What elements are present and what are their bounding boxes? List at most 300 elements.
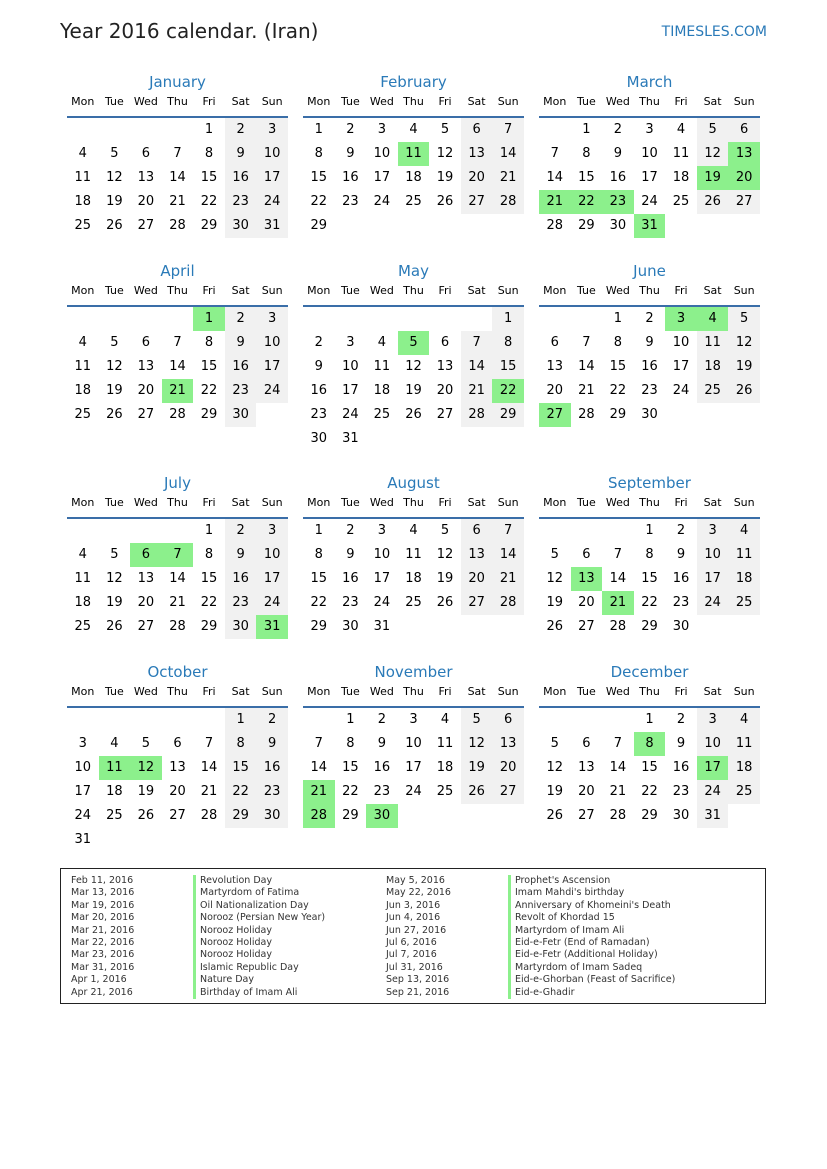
week-row (67, 142, 288, 166)
empty-day-cell (335, 214, 367, 238)
day-cell: 7 (613, 547, 623, 562)
week-row (67, 403, 288, 427)
day-cell: 4 (110, 736, 119, 751)
day-cell: 17 (256, 567, 288, 591)
weekday-label: Tue (104, 496, 124, 509)
holiday-date: Mar 21, 2016 (71, 924, 135, 936)
week-row (303, 732, 524, 756)
day-cell: 19 (137, 784, 155, 799)
day-cell: 7 (173, 335, 182, 350)
week-row (303, 567, 524, 591)
day-cell: 30 (310, 431, 328, 446)
day-cell: 6 (130, 543, 162, 567)
day-cell: 12 (106, 359, 123, 374)
day-cell: 18 (74, 595, 92, 610)
weekday-label: Sat (231, 496, 250, 509)
day-cell: 12 (130, 756, 162, 780)
day-cell: 3 (665, 307, 697, 331)
day-cell: 12 (546, 571, 564, 586)
empty-day-cell (99, 708, 131, 732)
day-cell: 11 (74, 571, 92, 586)
day-cell: 3 (645, 122, 654, 137)
weekday-label: Fri (202, 685, 216, 698)
day-cell: 25 (373, 407, 391, 422)
day-cell: 21 (609, 784, 627, 799)
day-cell: 30 (225, 403, 257, 427)
day-cell: 28 (492, 190, 524, 214)
day-cell: 8 (204, 547, 214, 562)
day-cell: 20 (461, 166, 493, 190)
weekday-label: Mon (307, 685, 331, 698)
weekday-label: Tue (576, 685, 596, 698)
weekday-header (539, 495, 760, 519)
empty-day-cell (728, 615, 760, 639)
day-cell: 22 (200, 383, 218, 398)
weekday-label: Mon (71, 284, 95, 297)
day-cell: 2 (346, 523, 355, 538)
empty-day-cell (571, 708, 603, 732)
day-cell: 13 (461, 543, 493, 567)
day-cell: 24 (74, 808, 92, 823)
day-cell: 30 (225, 214, 257, 238)
day-cell: 16 (609, 170, 627, 185)
day-cell: 9 (645, 335, 654, 350)
holiday-entry (386, 987, 686, 999)
holiday-date: May 22, 2016 (386, 887, 451, 899)
weekday-label: Wed (369, 95, 394, 108)
day-cell: 27 (539, 403, 571, 427)
week-row (303, 519, 524, 543)
weekday-header (67, 94, 288, 118)
month-title: July (164, 474, 191, 492)
day-cell: 7 (173, 146, 182, 161)
weekday-label: Thu (639, 95, 660, 108)
weekday-label: Mon (71, 685, 95, 698)
day-cell: 12 (546, 760, 564, 775)
day-cell: 12 (106, 170, 123, 185)
month-october (67, 662, 288, 852)
day-cell: 21 (602, 591, 634, 615)
day-cell: 27 (436, 407, 454, 422)
day-cell: 5 (550, 736, 559, 751)
holiday-entry (386, 875, 686, 887)
day-cell: 2 (377, 712, 387, 727)
weekday-label: Wed (605, 284, 630, 297)
empty-day-cell (728, 403, 760, 427)
weekday-label: Thu (403, 95, 424, 108)
day-cell: 8 (225, 732, 257, 756)
weekday-header (539, 283, 760, 307)
empty-day-cell (398, 427, 430, 451)
day-cell: 11 (398, 142, 430, 166)
week-row (539, 142, 760, 166)
week-row (67, 615, 288, 639)
day-cell: 25 (74, 218, 92, 233)
day-cell: 31 (74, 832, 92, 847)
day-cell: 26 (106, 218, 123, 233)
holiday-name: Martyrdom of Imam Ali (508, 925, 624, 937)
day-cell: 11 (74, 359, 92, 374)
day-cell: 20 (546, 383, 564, 398)
week-row (67, 780, 288, 804)
holiday-entry (71, 949, 371, 961)
day-cell: 11 (99, 756, 131, 780)
day-cell: 27 (728, 190, 760, 214)
month-title: April (160, 262, 195, 280)
day-cell: 17 (74, 784, 92, 799)
holiday-name: Prophet's Ascension (508, 875, 610, 887)
day-cell: 29 (578, 218, 595, 233)
weekday-label: Thu (167, 95, 188, 108)
weekday-label: Wed (369, 685, 394, 698)
weekday-label: Thu (639, 284, 660, 297)
day-cell: 7 (582, 335, 591, 350)
day-cell: 23 (225, 190, 257, 214)
weekday-header (303, 495, 524, 519)
day-cell: 9 (377, 736, 387, 751)
holiday-entry (71, 925, 371, 937)
day-cell: 16 (225, 355, 257, 379)
weekday-label: Tue (104, 685, 124, 698)
week-row (303, 190, 524, 214)
empty-day-cell (665, 214, 697, 238)
day-cell: 20 (728, 166, 760, 190)
holiday-entry (386, 925, 686, 937)
day-cell: 11 (672, 146, 690, 161)
day-cell: 24 (405, 784, 422, 799)
weekday-label: Sat (467, 496, 486, 509)
week-row (539, 732, 760, 756)
holiday-name: Nature Day (193, 974, 254, 986)
day-cell: 2 (676, 712, 686, 727)
day-cell: 28 (609, 619, 627, 634)
day-cell: 19 (436, 170, 454, 185)
day-cell: 17 (697, 756, 729, 780)
week-row (539, 780, 760, 804)
day-cell: 26 (697, 190, 729, 214)
day-cell: 5 (398, 331, 430, 355)
site-link[interactable]: TIMESLES.COM (661, 24, 767, 40)
day-cell: 20 (137, 194, 155, 209)
month-april (67, 261, 288, 427)
day-cell: 6 (492, 708, 524, 732)
day-cell: 15 (200, 571, 218, 586)
weekday-label: Thu (403, 284, 424, 297)
weekday-header (303, 684, 524, 708)
day-cell: 13 (137, 359, 155, 374)
day-cell: 5 (728, 307, 760, 331)
empty-day-cell (429, 214, 461, 238)
holiday-entry (71, 987, 371, 999)
holiday-entry (71, 912, 371, 924)
day-cell: 27 (137, 619, 155, 634)
day-cell: 1 (314, 523, 323, 538)
week-row (303, 307, 524, 331)
day-cell: 18 (405, 170, 422, 185)
day-cell: 25 (728, 780, 760, 804)
day-cell: 10 (373, 547, 391, 562)
day-cell: 8 (314, 547, 323, 562)
week-row (303, 708, 524, 732)
empty-day-cell (728, 214, 760, 238)
day-cell: 14 (492, 142, 524, 166)
weekday-header (67, 495, 288, 519)
weekday-label: Sun (733, 284, 755, 297)
empty-day-cell (256, 828, 288, 852)
day-cell: 19 (405, 383, 422, 398)
day-cell: 17 (256, 166, 288, 190)
day-cell: 12 (436, 547, 454, 562)
weekday-label: Tue (576, 284, 596, 297)
weekday-label: Thu (167, 496, 188, 509)
month-december (539, 662, 760, 828)
day-cell: 13 (137, 170, 155, 185)
day-cell: 11 (697, 331, 729, 355)
day-cell: 15 (200, 170, 218, 185)
weekday-label: Wed (133, 284, 158, 297)
weekday-header (303, 94, 524, 118)
day-cell: 7 (461, 331, 493, 355)
day-cell: 18 (106, 784, 123, 799)
day-cell: 23 (672, 784, 690, 799)
day-cell: 18 (373, 383, 391, 398)
day-cell: 24 (256, 591, 288, 615)
day-cell: 26 (106, 407, 123, 422)
week-row (539, 519, 760, 543)
month-title: November (374, 663, 453, 681)
day-cell: 21 (169, 595, 186, 610)
week-row (67, 756, 288, 780)
day-cell: 10 (256, 331, 288, 355)
week-row (303, 615, 524, 639)
week-row (67, 190, 288, 214)
day-cell: 13 (728, 142, 760, 166)
holiday-name: Imam Mahdi's birthday (508, 887, 624, 899)
day-cell: 27 (492, 780, 524, 804)
day-cell: 19 (461, 756, 493, 780)
day-cell: 19 (697, 166, 729, 190)
empty-day-cell (225, 828, 257, 852)
holiday-name: Martyrdom of Fatima (193, 887, 299, 899)
day-cell: 22 (641, 784, 658, 799)
day-cell: 5 (440, 523, 450, 538)
day-cell: 16 (373, 760, 391, 775)
day-cell: 9 (613, 146, 623, 161)
day-cell: 10 (74, 760, 92, 775)
weekday-label: Tue (576, 496, 596, 509)
day-cell: 24 (697, 591, 729, 615)
day-cell: 10 (405, 736, 422, 751)
empty-day-cell (366, 307, 398, 331)
empty-day-cell (429, 615, 461, 639)
holiday-name: Birthday of Imam Ali (193, 987, 297, 999)
day-cell: 20 (137, 383, 155, 398)
day-cell: 2 (225, 307, 257, 331)
week-row (539, 615, 760, 639)
day-cell: 1 (613, 311, 623, 326)
day-cell: 13 (169, 760, 186, 775)
day-cell: 18 (74, 383, 92, 398)
day-cell: 26 (106, 619, 123, 634)
holiday-date: Mar 13, 2016 (71, 887, 135, 899)
holiday-entry (386, 949, 686, 961)
day-cell: 23 (373, 784, 391, 799)
day-cell: 5 (550, 547, 559, 562)
day-cell: 24 (373, 595, 391, 610)
weekday-label: Wed (605, 685, 630, 698)
day-cell: 29 (310, 218, 328, 233)
day-cell: 8 (346, 736, 355, 751)
empty-day-cell (697, 403, 729, 427)
day-cell: 8 (634, 732, 666, 756)
weekday-label: Fri (674, 685, 688, 698)
day-cell: 5 (697, 118, 729, 142)
day-cell: 25 (697, 379, 729, 403)
day-cell: 3 (409, 712, 418, 727)
holiday-date: Sep 21, 2016 (386, 986, 450, 998)
weekday-label: Sun (497, 95, 519, 108)
day-cell: 6 (728, 118, 760, 142)
week-row (539, 756, 760, 780)
day-cell: 17 (641, 170, 658, 185)
day-cell: 15 (492, 355, 524, 379)
day-cell: 15 (342, 760, 359, 775)
day-cell: 9 (225, 142, 257, 166)
day-cell: 20 (169, 784, 186, 799)
day-cell: 27 (169, 808, 186, 823)
empty-day-cell (99, 307, 131, 331)
holiday-name: Eid-e-Fetr (Additional Holiday) (508, 949, 658, 961)
week-row (539, 118, 760, 142)
day-cell: 12 (436, 146, 454, 161)
day-cell: 5 (141, 736, 151, 751)
holiday-list (60, 868, 766, 1004)
weekday-label: Sun (733, 496, 755, 509)
day-cell: 28 (492, 591, 524, 615)
empty-day-cell (429, 427, 461, 451)
day-cell: 26 (436, 595, 454, 610)
weekday-label: Wed (133, 496, 158, 509)
weekday-label: Thu (167, 284, 188, 297)
day-cell: 9 (256, 732, 288, 756)
weekday-label: Thu (639, 496, 660, 509)
holiday-entry (386, 887, 686, 899)
day-cell: 13 (461, 142, 493, 166)
empty-day-cell (193, 828, 225, 852)
week-row (539, 331, 760, 355)
weekday-label: Fri (674, 496, 688, 509)
day-cell: 22 (225, 780, 257, 804)
day-cell: 4 (440, 712, 450, 727)
day-cell: 19 (106, 194, 123, 209)
holiday-name: Eid-e-Ghorban (Feast of Sacrifice) (508, 974, 675, 986)
weekday-label: Thu (639, 685, 660, 698)
empty-day-cell (162, 307, 194, 331)
day-cell: 19 (106, 383, 123, 398)
day-cell: 26 (436, 194, 454, 209)
day-cell: 21 (169, 194, 186, 209)
page-title: Year 2016 calendar. (Iran) (60, 19, 319, 43)
day-cell: 25 (405, 595, 422, 610)
day-cell: 17 (373, 170, 391, 185)
day-cell: 13 (436, 359, 454, 374)
day-cell: 10 (256, 543, 288, 567)
day-cell: 22 (310, 595, 328, 610)
day-cell: 19 (728, 355, 760, 379)
day-cell: 20 (578, 784, 595, 799)
day-cell: 19 (546, 595, 564, 610)
holiday-name: Anniversary of Khomeini's Death (508, 900, 671, 912)
day-cell: 22 (609, 383, 627, 398)
day-cell: 18 (405, 571, 422, 586)
weekday-label: Sun (261, 284, 283, 297)
day-cell: 1 (314, 122, 323, 137)
empty-day-cell (461, 615, 493, 639)
day-cell: 16 (342, 170, 359, 185)
empty-day-cell (539, 307, 571, 331)
empty-day-cell (398, 804, 430, 828)
empty-day-cell (256, 403, 288, 427)
weekday-label: Mon (543, 95, 567, 108)
day-cell: 24 (672, 383, 690, 398)
day-cell: 29 (200, 218, 218, 233)
weekday-label: Mon (307, 496, 331, 509)
weekday-label: Sat (467, 685, 486, 698)
holiday-entry (386, 937, 686, 949)
day-cell: 2 (645, 311, 654, 326)
day-cell: 26 (405, 407, 422, 422)
week-row (539, 190, 760, 214)
week-row (303, 427, 524, 451)
weekday-header (67, 684, 288, 708)
week-row (303, 403, 524, 427)
empty-day-cell (461, 804, 493, 828)
day-cell: 16 (310, 383, 328, 398)
day-cell: 13 (578, 760, 595, 775)
week-row (67, 331, 288, 355)
empty-day-cell (398, 307, 430, 331)
day-cell: 21 (162, 379, 194, 403)
day-cell: 16 (256, 756, 288, 780)
day-cell: 30 (225, 615, 257, 639)
day-cell: 25 (74, 407, 92, 422)
holiday-name: Norooz (Persian New Year) (193, 912, 325, 924)
day-cell: 19 (106, 595, 123, 610)
weekday-label: Sat (703, 95, 722, 108)
day-cell: 28 (546, 218, 564, 233)
day-cell: 15 (310, 170, 328, 185)
weekday-label: Sun (497, 496, 519, 509)
day-cell: 16 (641, 359, 658, 374)
day-cell: 11 (436, 736, 454, 751)
day-cell: 21 (539, 190, 571, 214)
day-cell: 1 (346, 712, 355, 727)
empty-day-cell (130, 708, 162, 732)
day-cell: 31 (373, 619, 391, 634)
day-cell: 23 (672, 595, 690, 610)
holiday-entry (386, 912, 686, 924)
week-row (539, 403, 760, 427)
day-cell: 20 (492, 756, 524, 780)
week-row (303, 355, 524, 379)
empty-day-cell (571, 307, 603, 331)
day-cell: 6 (141, 146, 151, 161)
holiday-entry (71, 974, 371, 986)
day-cell: 31 (256, 615, 288, 639)
day-cell: 28 (169, 619, 186, 634)
empty-day-cell (303, 708, 335, 732)
weekday-label: Mon (543, 496, 567, 509)
